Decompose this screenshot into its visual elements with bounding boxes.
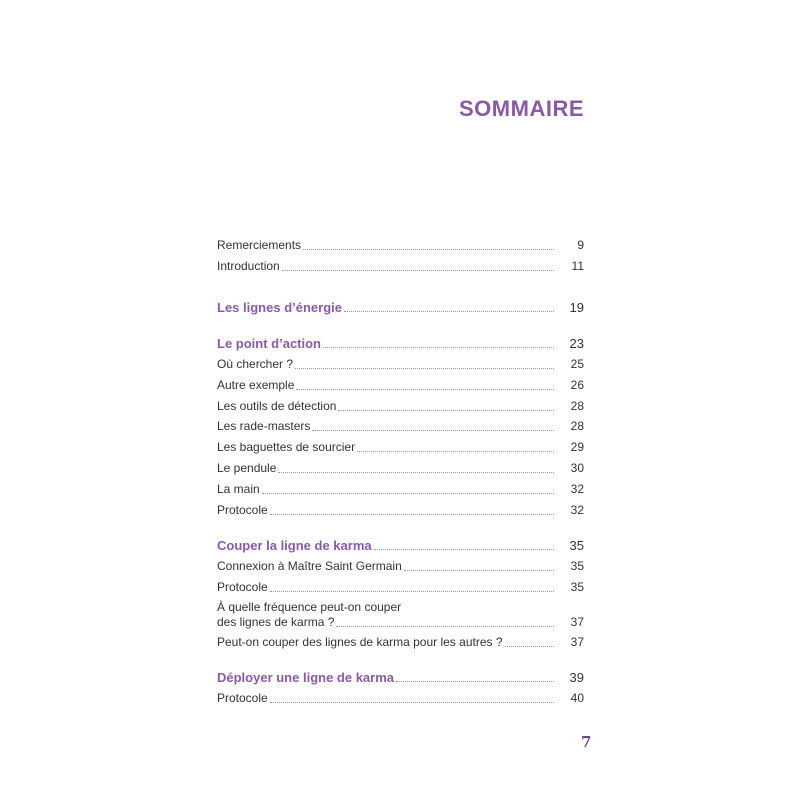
toc-entry-page: 39 bbox=[569, 670, 584, 685]
toc-entry-label: Remerciements bbox=[217, 238, 302, 252]
toc-chapter-label: Déployer une ligne de karma bbox=[217, 670, 395, 685]
dot-leader bbox=[295, 367, 554, 369]
toc-entry-page: 23 bbox=[569, 336, 584, 351]
dot-leader bbox=[282, 269, 554, 271]
dot-leader bbox=[323, 346, 554, 348]
dot-leader bbox=[357, 450, 554, 452]
toc-entry-label: Autre exemple bbox=[217, 378, 295, 392]
toc-entry-connexion-saint-germain[interactable] bbox=[217, 559, 584, 574]
toc-entry-pour-les-autres[interactable] bbox=[217, 635, 584, 650]
toc-entry-page: 37 bbox=[570, 635, 584, 649]
toc-entry-label: Protocole bbox=[217, 580, 268, 594]
dot-leader bbox=[312, 429, 554, 431]
toc-entry-page: 28 bbox=[570, 419, 584, 433]
toc-entry-page: 11 bbox=[571, 259, 584, 273]
dot-leader bbox=[336, 625, 554, 627]
toc-entry-page: 32 bbox=[570, 482, 584, 496]
toc-entry-introduction[interactable] bbox=[217, 259, 584, 274]
toc-entry-page: 28 bbox=[570, 399, 584, 413]
toc-chapter-point-action[interactable] bbox=[217, 336, 584, 351]
toc-entry-main[interactable] bbox=[217, 482, 584, 497]
toc-entry-remerciements[interactable] bbox=[217, 238, 584, 253]
toc-entry-page: 40 bbox=[570, 691, 584, 705]
toc-chapter-deployer-ligne-karma[interactable] bbox=[217, 670, 584, 685]
toc-entry-autre-exemple[interactable] bbox=[217, 378, 584, 393]
toc-entry-label: Protocole bbox=[217, 691, 268, 705]
dot-leader bbox=[505, 645, 555, 647]
page-title: SOMMAIRE bbox=[459, 96, 584, 121]
toc-entry-page: 19 bbox=[569, 300, 584, 315]
toc-entry-page: 26 bbox=[570, 378, 584, 392]
toc-entry-label: Les outils de détection bbox=[217, 399, 337, 413]
toc-chapter-label: Le point d’action bbox=[217, 336, 321, 351]
toc-chapter-couper-ligne-karma[interactable] bbox=[217, 538, 584, 553]
toc-entry-label: Où chercher ? bbox=[217, 357, 294, 371]
toc-entry-page: 32 bbox=[570, 503, 584, 517]
toc-entry-label: Les rade-masters bbox=[217, 419, 311, 433]
toc-entry-page: 35 bbox=[570, 559, 584, 573]
toc-entry-label: La main bbox=[217, 482, 260, 496]
toc-chapter-lignes-energie[interactable] bbox=[217, 300, 584, 315]
toc-chapter-label: Les lignes d’énergie bbox=[217, 300, 342, 315]
dot-leader bbox=[278, 471, 554, 473]
toc-entry-page: 30 bbox=[570, 461, 584, 475]
toc-entry-label-line1: À quelle fréquence peut-on couper bbox=[217, 600, 402, 614]
dot-leader bbox=[404, 569, 554, 571]
toc-entry-rade-masters[interactable] bbox=[217, 419, 584, 434]
toc-entry-frequence[interactable] bbox=[217, 600, 584, 630]
toc-entry-label: Les baguettes de sourcier bbox=[217, 440, 356, 454]
folio-page-number: 7 bbox=[581, 733, 592, 751]
toc-entry-label: Connexion à Maître Saint Germain bbox=[217, 559, 402, 573]
toc-entry-label: des lignes de karma ? bbox=[217, 615, 335, 629]
toc-entry-page: 35 bbox=[570, 580, 584, 594]
dot-leader bbox=[303, 248, 554, 250]
dot-leader bbox=[270, 513, 554, 515]
dot-leader bbox=[262, 492, 554, 494]
toc-entry-protocole-3[interactable] bbox=[217, 691, 584, 706]
dot-leader bbox=[344, 310, 554, 312]
toc-entry-page: 9 bbox=[577, 238, 584, 252]
dot-leader bbox=[396, 680, 554, 682]
toc-entry-page: 35 bbox=[569, 538, 584, 553]
toc-entry-protocole-1[interactable] bbox=[217, 503, 584, 518]
toc-entry-baguettes[interactable] bbox=[217, 440, 584, 455]
toc-entry-page: 29 bbox=[570, 440, 584, 454]
toc-entry-label: Introduction bbox=[217, 259, 280, 273]
dot-leader bbox=[374, 548, 554, 550]
toc-chapter-label: Couper la ligne de karma bbox=[217, 538, 372, 553]
dot-leader bbox=[270, 701, 554, 703]
dot-leader bbox=[296, 388, 554, 390]
toc-entry-outils-detection[interactable] bbox=[217, 399, 584, 414]
toc-entry-protocole-2[interactable] bbox=[217, 580, 584, 595]
toc-entry-label: Le pendule bbox=[217, 461, 277, 475]
toc-entry-pendule[interactable] bbox=[217, 461, 584, 476]
dot-leader bbox=[270, 590, 554, 592]
toc-entry-ou-chercher[interactable] bbox=[217, 357, 584, 372]
toc-entry-label: Protocole bbox=[217, 503, 268, 517]
toc-entry-page: 25 bbox=[570, 357, 584, 371]
dot-leader bbox=[338, 409, 554, 411]
toc-entry-page: 37 bbox=[570, 615, 584, 629]
toc-entry-label: Peut-on couper des lignes de karma pour les autres ? bbox=[217, 635, 503, 649]
